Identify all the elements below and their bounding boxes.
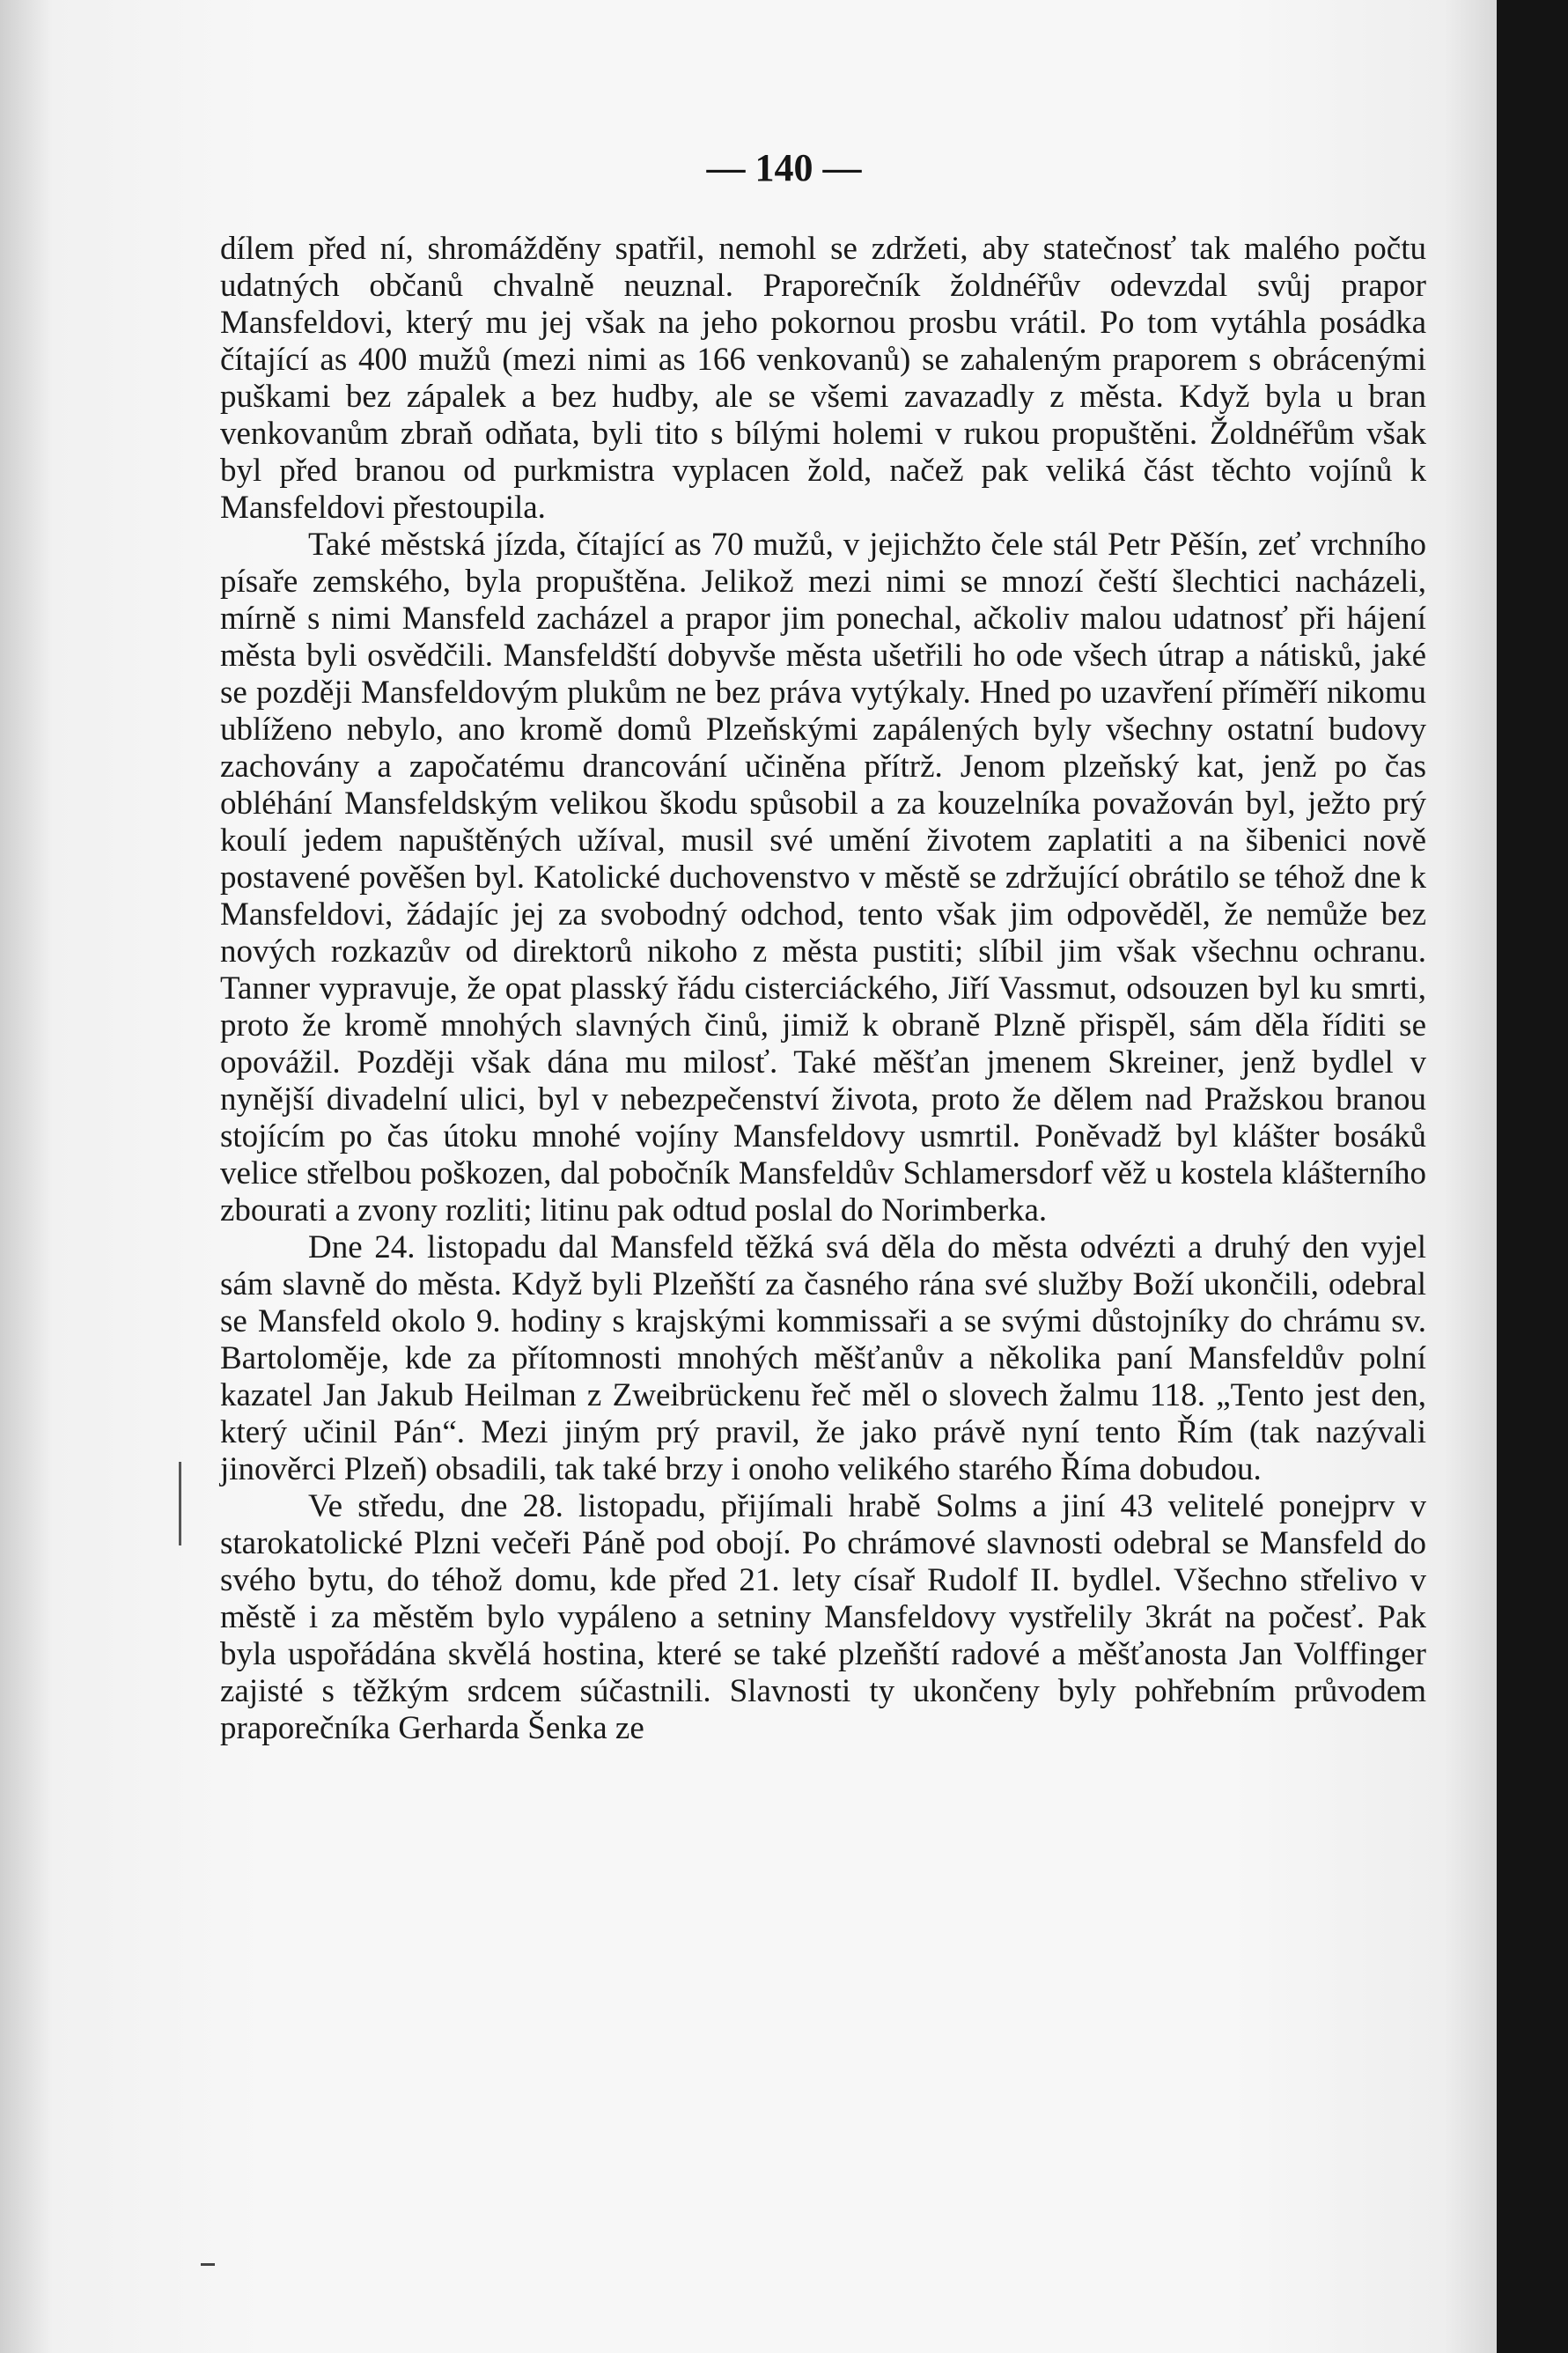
paragraph-2: Také městská jízda, čítající as 70 mužů, v jejichžto čele stál Petr Pěšín, zeť vrchního písaře zemského, byla propuštěna. Jelikož mezi nimi se mnozí čeští šlechtici nacházeli, mírně s nimi Mansfeld zacházel a prapor jim ponechal, ačkoliv malou udatnosť při hájení města byli osvědčili. Mansfeldští dobyvše města ušetřili ho ode všech útrap a nátisků, jaké se později Mansfeldovým plukům ne bez práva vytýkaly. Hned po uzavření příměří nikomu ublíženo nebylo, ano kromě domů Plzeňskými zapálených byly všechny ostatní budovy zachovány a započatému drancování učiněna přítrž. Jenom plzeňský kat, jenž po čas obléhání Mansfeldským velikou škodu spůsobil a za kouzelníka považován byl, ježto prý koulí jedem napuštěných užíval, musil své umění životem zaplatiti a na šibenici nově postavené pověšen byl. Katolické duchovenstvo v městě se zdržující obrátilo se téhož dne k Mansfeldovi, žádajíc jej za svobodný odchod, tento však jim odpověděl, že nemůže bez nových rozkazův od direktorů nikoho z města pustiti; slíbil jim však všechnu ochranu. Tanner vypravuje, že opat plasský řádu cisterciáckého, Jiří Vassmut, odsouzen byl ku smrti, proto že kromě mnohých slavných činů, jimiž k obraně Plzně přispěl, sám děla říditi se opovážil. Později však dána mu milosť. Také měšťan jmenem Skreiner, jenž bydlel v nynější divadelní ulici, byl v nebezpečenství života, proto že dělem nad Pražskou branou stojícím po čas útoku mnohé vojíny Mansfeldovy usmrtil. Poněvadž byl klášter bosáků velice střelbou poškozen, dal pobočník Mansfeldův Schlamersdorf věž u kostela klášterního zbourati a zvony rozliti; litinu pak odtud poslal do Norimberka. — [220, 527, 1426, 1228]
margin-dash-mark — [201, 2263, 215, 2266]
page-number: — 140 — — [706, 146, 862, 189]
paragraph-1: dílem před ní, shromážděny spatřil, nemohl se zdržeti, aby statečnosť tak malého počtu udatných občanů chvalně neuznal. Praporečník žoldnéřův odevzdal svůj prapor Mansfeldovi, který mu jej však na jeho pokornou prosbu vrátil. Po tom vytáhla posádka čítající as 400 mužů (mezi nimi as 166 venkovanů) se zahaleným praporem s obrácenými puškami bez zápalek a bez hudby, ale se všemi zavazadly z města. Když byla u bran venkovanům zbraň odňata, byli tito s bílými holemi v rukou propuštěni. Žoldnéřům však byl před branou od purkmistra vyplacen žold, načež pak veliká část těchto vojínů k Mansfeldovi přestoupila. — [220, 231, 1426, 526]
paragraph-4: Ve středu, dne 28. listopadu, přijímali hrabě Solms a jiní 43 velitelé ponejprv v starokatolické Plzni večeři Páně pod obojí. Po chrámové slavnosti odebral se Mansfeld do svého bytu, do téhož domu, kde před 21. lety císař Rudolf II. bydlel. Všechno střelivo v městě i za městěm bylo vypáleno a setniny Mansfeldovy vystřelily 3krát na počesť. Pak byla uspořádána skvělá hostina, které se také plzeňští radové a měšťanosta Jan Volffinger zajisté s těžkým srdcem súčastnili. Slavnosti ty ukončeny byly pohřebním průvodem praporečníka Gerharda Šenka ze — [220, 1488, 1426, 1746]
page-body-text — [220, 231, 1426, 1747]
paragraph-3: Dne 24. listopadu dal Mansfeld těžká svá děla do města odvézti a druhý den vyjel sám slavně do města. Když byli Plzeňští za časného rána své služby Boží ukončili, odebral se Mansfeld okolo 9. hodiny s krajskými kommissaři a se svými důstojníky do chrámu sv. Bartoloměje, kde za přítomnosti mnohých měšťanův a několika paní Mansfeldův polní kazatel Jan Jakub Heilman z Zweibrückenu řeč měl o slovech žalmu 118. „Tento jest den, který učinil Pán“. Mezi jiným prý pravil, že jako právě nyní tento Řím (tak nazývali jinověrci Plzeň) obsadili, tak také brzy i onoho velikého starého Říma dobudou. — [220, 1229, 1426, 1487]
margin-pencil-mark — [179, 1462, 181, 1545]
